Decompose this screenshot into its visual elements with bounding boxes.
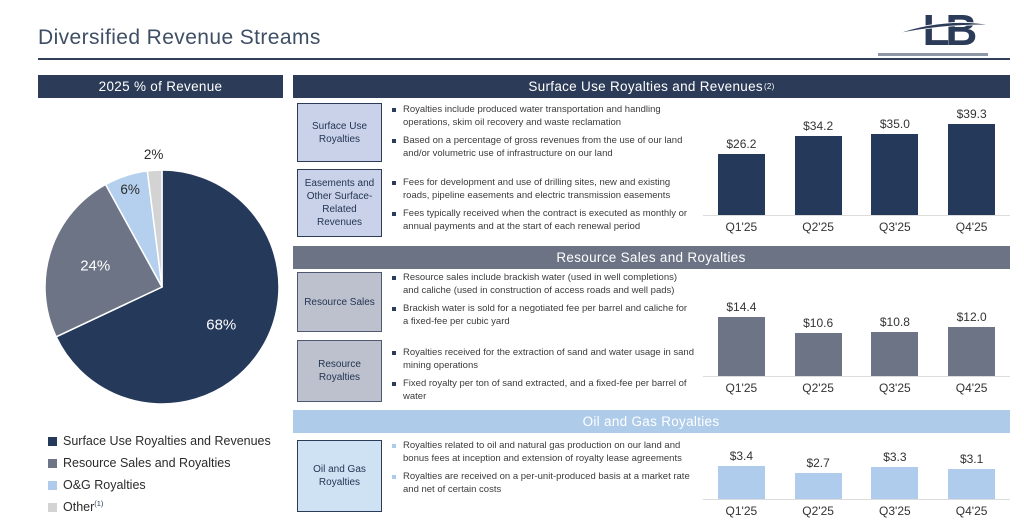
bullet-text: Royalties are received on a per-unit-produced basis at a market rate and net of certain costs [403,471,690,495]
bar-column [795,456,842,499]
section-header-resource [293,246,1010,269]
bar-column [718,137,765,215]
bar-column [718,449,765,499]
bar-value-label: $3.1 [959,452,984,466]
bar-value-label: $2.7 [806,456,830,470]
pie-slice-label: 24% [80,257,111,275]
section-header-label: Oil and Gas Royalties [582,414,720,429]
section-header-label: Surface Use Royalties and Revenues [528,79,763,94]
bar-value-label: $34.2 [803,119,834,133]
chart-category-axis [703,377,1010,395]
legend-label: O&G Royalties [63,478,146,493]
bullet-group-resource-royalties [392,347,694,409]
logo-underline [878,53,988,56]
bar-value-label: $3.4 [729,449,754,463]
bullet-text: Resource sales include brackish water (used in well completions) and caliche (used in construction of access roads and well pads) [403,272,678,296]
title-underline [38,58,1010,60]
label-box-surface-use-royalties [297,103,382,162]
bullet-item [392,378,694,403]
bullet-item [392,471,694,496]
legend-label: Surface Use Royalties and Revenues [63,434,271,449]
bar-column [871,315,918,376]
bullet-item [392,177,694,202]
label-box-resource-royalties [297,340,382,402]
pie-slice-label: 2% [143,146,164,162]
bar-category-label: Q4'25 [955,381,988,395]
bar [718,154,765,215]
bar-value-label: $10.6 [803,316,834,330]
bullet-marker-icon [392,108,396,112]
label-box-text: Oil and Gas Royalties [313,464,366,488]
bar-value-label: $12.0 [956,310,987,324]
bar-column [718,300,765,376]
bar-category-label: Q2'25 [802,220,834,234]
bar [795,136,842,215]
legend-label: Other [63,500,95,515]
legend-label: Resource Sales and Royalties [63,456,231,471]
bullet-marker-icon [392,382,396,386]
pie-legend [48,430,271,518]
bullet-marker-icon [392,212,396,216]
bullet-item [392,440,694,465]
legend-item [48,452,271,474]
bar-category-label: Q1'25 [725,381,758,395]
legend-swatch-lightgray [48,503,57,512]
legend-item [48,474,271,496]
bar [948,327,995,376]
bullet-marker-icon [392,307,396,311]
bar-chart-oil-gas [703,446,1010,518]
label-box-text: Resource Royalties [318,359,361,383]
bullet-marker-icon [392,351,396,355]
label-box-text: Resource Sales [304,296,375,308]
bullet-group-oil-gas [392,440,694,502]
section-header-footnote: (2) [763,82,775,91]
legend-swatch-navy [48,437,57,446]
label-box-oil-gas [297,440,382,512]
bullet-text: Royalties include produced water transportation and handling operations, skim oil recovery and waste reclamation [403,104,661,128]
legend-swatch-gray [48,459,57,468]
label-box-text: Easements and Other Surface-Related Revenues [304,178,375,228]
bar-category-label: Q3'25 [879,220,911,234]
label-box-resource-sales [297,272,382,332]
bar-column [871,450,918,499]
label-box-easements [297,169,382,237]
page-title: Diversified Revenue Streams [38,26,321,49]
bar [718,466,765,499]
chart-bars [703,297,1010,377]
bullet-item [392,208,694,233]
bullet-item [392,104,694,129]
bullet-marker-icon [392,276,396,280]
pie-slice-label: 68% [206,316,237,334]
section-header-oil-gas [293,410,1010,433]
chart-category-axis [703,500,1010,518]
bar-column [795,316,842,376]
bar-chart-resource [703,297,1010,395]
bullet-group-surface-use [392,104,694,166]
chart-bars [703,446,1010,500]
chart-bars [703,104,1010,216]
bullet-group-resource-sales [392,272,694,334]
legend-item [48,496,271,518]
bar-value-label: $35.0 [879,117,910,131]
bar-value-label: $10.8 [879,315,910,329]
bar-value-label: $26.2 [726,137,757,151]
bar-category-label: Q1'25 [725,504,758,518]
bullet-marker-icon [392,181,396,185]
bar-category-label: Q1'25 [725,220,758,234]
section-header-label: Resource Sales and Royalties [556,250,746,265]
company-logo-icon [896,5,992,52]
bullet-marker-icon [392,475,396,479]
logo-monogram: LB [922,6,974,52]
bar-column [948,452,995,499]
bar-category-label: Q2'25 [802,504,834,518]
bar [718,317,765,376]
bar-category-label: Q4'25 [955,220,988,234]
bar [871,332,918,376]
bar-category-label: Q4'25 [955,504,988,518]
bar-chart-surface-use [703,104,1010,234]
bar-category-label: Q3'25 [879,504,911,518]
bar [948,124,995,215]
bullet-text: Fixed royalty per ton of sand extracted, and a fixed-fee per barrel of water [403,378,687,402]
bullet-item [392,272,694,297]
bullet-item [392,347,694,372]
bullet-text: Based on a percentage of gross revenues from the use of our land and/or volumetric use of infrastructure on our land [403,135,683,159]
section-header-surface-use [293,75,1010,98]
bar-value-label: $14.4 [726,300,757,314]
left-panel-header-label: 2025 % of Revenue [98,79,223,94]
bullet-text: Fees typically received when the contract is executed as monthly or annual payments and at the start of each renewal period [403,208,688,232]
bar-category-label: Q2'25 [802,381,834,395]
bullet-group-easements [392,177,694,239]
bar-value-label: $3.3 [883,450,907,464]
bar-column [871,117,918,215]
bar [871,134,918,215]
revenue-pie-chart [30,140,294,410]
bar-category-label: Q3'25 [879,381,911,395]
bullet-item [392,303,694,328]
bullet-item [392,135,694,160]
bar [948,469,995,499]
bar [871,467,918,499]
bar-column [948,310,995,376]
bar [795,473,842,499]
bullet-text: Royalties related to oil and natural gas production on our land and bonus fees at inception and extension of royalty lease agreements [403,440,682,464]
bar-value-label: $39.3 [956,107,987,121]
pie-slice-label: 6% [120,182,140,198]
bar [795,333,842,376]
legend-footnote-marker: (1) [94,499,104,509]
legend-swatch-lightblue [48,481,57,490]
bullet-text: Brackish water is sold for a negotiated fee per barrel and caliche for a fixed-fee per cubic yard [403,303,688,327]
bar-column [795,119,842,215]
left-panel-header [38,75,283,98]
legend-item [48,430,271,452]
bullet-marker-icon [392,139,396,143]
bullet-marker-icon [392,444,396,448]
chart-category-axis [703,216,1010,234]
bullet-text: Fees for development and use of drilling sites, new and existing roads, pipeline easements and electric transmission easements [403,177,671,201]
label-box-text: Surface Use Royalties [311,120,368,145]
bullet-text: Royalties received for the extraction of sand and water usage in sand mining operations [403,347,694,371]
bar-column [948,107,995,215]
